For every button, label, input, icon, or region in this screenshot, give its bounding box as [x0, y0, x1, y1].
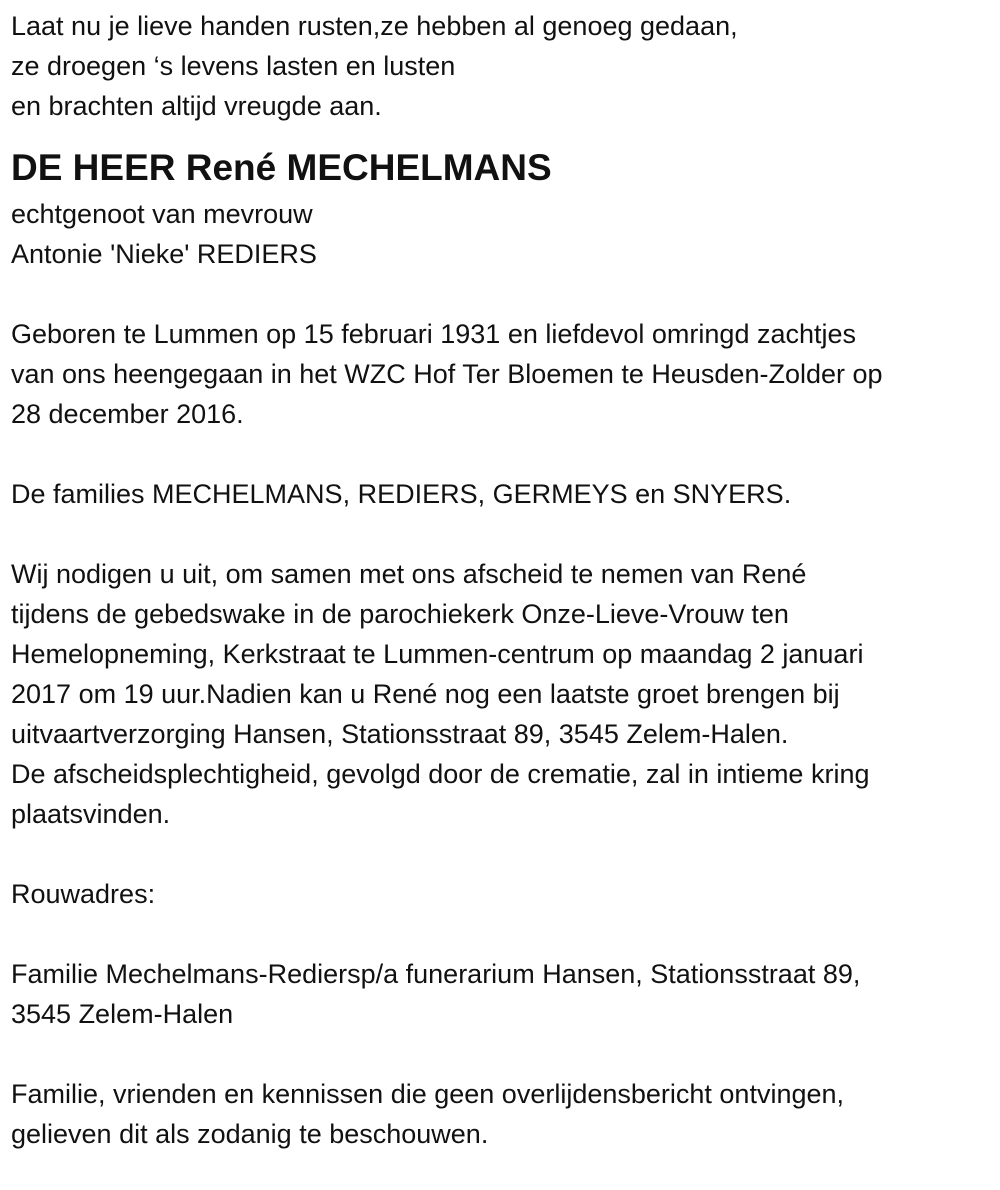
- birth-death-line: 28 december 2016.: [11, 399, 244, 429]
- invitation-line: uitvaartverzorging Hansen, Stationsstraat 89, 3545 Zelem-Halen.: [11, 719, 789, 749]
- spouse-line: Antonie 'Nieke' REDIERS: [11, 239, 317, 269]
- closing-line: gelieven dit als zodanig te beschouwen.: [11, 1119, 489, 1149]
- address-line: Familie Mechelmans-Rediersp/a funerarium Hansen, Stationsstraat 89,: [11, 959, 861, 989]
- spouse-line: echtgenoot van mevrouw: [11, 199, 313, 229]
- address-line: 3545 Zelem-Halen: [11, 999, 234, 1029]
- spouse-info: [11, 194, 1000, 274]
- invitation-line: plaatsvinden.: [11, 799, 171, 829]
- birth-death-line: Geboren te Lummen op 15 februari 1931 en liefdevol omringd zachtjes: [11, 319, 857, 349]
- closing-line: Familie, vrienden en kennissen die geen overlijdensbericht ontvingen,: [11, 1079, 845, 1109]
- mourning-address: [11, 954, 1000, 1034]
- invitation-line: De afscheidsplechtigheid, gevolgd door de crematie, zal in intieme kring: [11, 759, 870, 789]
- invitation: [11, 554, 1000, 834]
- birth-death-line: van ons heengegaan in het WZC Hof Ter Bloemen te Heusden-Zolder op: [11, 359, 883, 389]
- invitation-line: Wij nodigen u uit, om samen met ons afscheid te nemen van René: [11, 559, 807, 589]
- birth-death-info: [11, 314, 1000, 434]
- invitation-line: tijdens de gebedswake in de parochiekerk Onze-Lieve-Vrouw ten: [11, 599, 789, 629]
- poem-line: ze droegen ‘s levens lasten en lusten: [11, 51, 456, 81]
- closing-note: [11, 1074, 1000, 1154]
- poem-line: Laat nu je lieve handen rusten,ze hebben al genoeg gedaan,: [11, 11, 738, 41]
- invitation-line: 2017 om 19 uur.Nadien kan u René nog een laatste groet brengen bij: [11, 679, 840, 709]
- deceased-name-title: DE HEER René MECHELMANS: [11, 147, 552, 188]
- families: De families MECHELMANS, REDIERS, GERMEYS en SNYERS.: [11, 479, 792, 509]
- invitation-line: Hemelopneming, Kerkstraat te Lummen-centrum op maandag 2 januari: [11, 639, 864, 669]
- poem: [11, 6, 1000, 126]
- poem-line: en brachten altijd vreugde aan.: [11, 91, 382, 121]
- address-label: Rouwadres:: [11, 879, 156, 909]
